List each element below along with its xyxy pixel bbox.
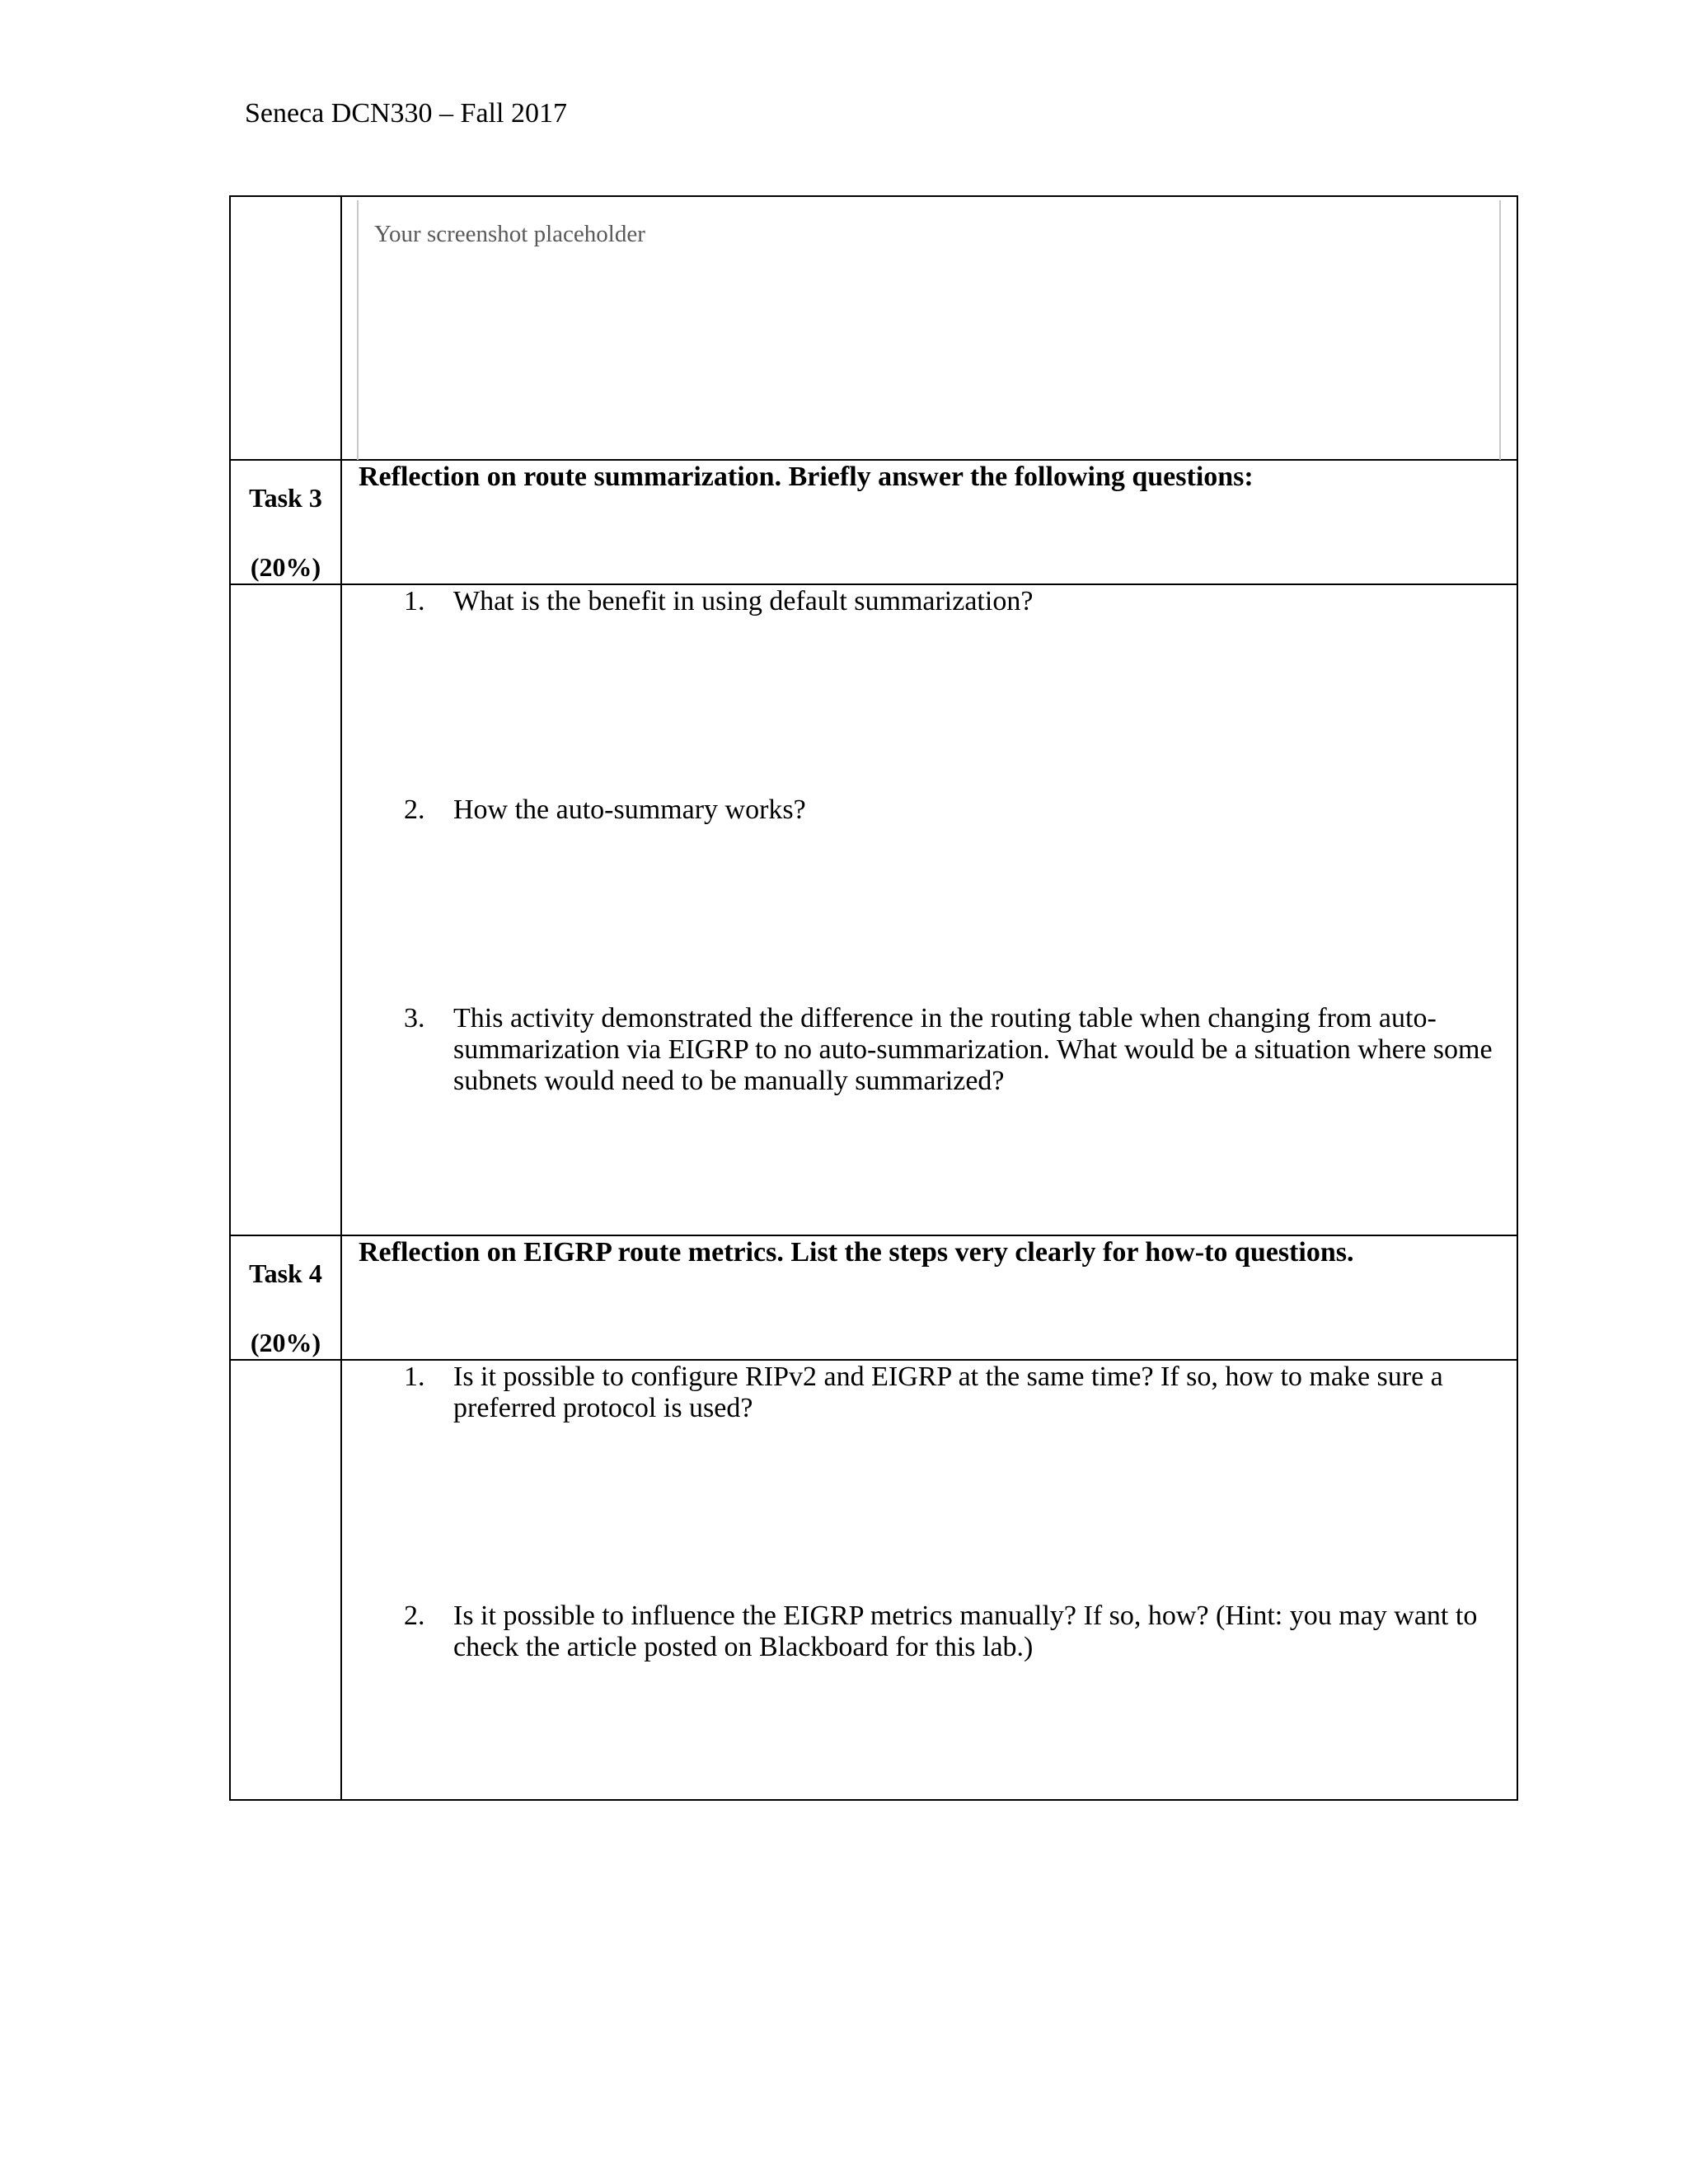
lab-table xyxy=(229,195,1518,1801)
task-4-label: Task 4 xyxy=(249,1258,322,1288)
task-4-question-2-line-1: Is it possible to influence the EIGRP metrics manually? If so, how? (Hint: you may want to xyxy=(453,1601,1478,1631)
task-3-heading: Reflection on route summarization. Briefly answer the following questions: xyxy=(359,462,1254,492)
task-3-question-3-line-2: summarization via EIGRP to no auto-summarization. What would be a situation where some xyxy=(453,1034,1493,1065)
row-divider xyxy=(231,1359,1517,1361)
task-4-heading: Reflection on EIGRP route metrics. List the steps very clearly for how-to questions. xyxy=(359,1237,1354,1268)
screenshot-placeholder-text: Your screenshot placeholder xyxy=(374,221,645,247)
page-header: Seneca DCN330 – Fall 2017 xyxy=(245,98,567,129)
task-3-question-1-line-1: What is the benefit in using default summarization? xyxy=(453,586,1034,616)
task-4-question-2-line-2: check the article posted on Blackboard for this lab.) xyxy=(453,1632,1034,1662)
task-4-question-1-line-1: Is it possible to configure RIPv2 and EIGRP at the same time? If so, how to make sure a xyxy=(453,1361,1443,1392)
screenshot-placeholder-field[interactable] xyxy=(357,200,1501,460)
column-divider xyxy=(340,197,342,1799)
task-3-question-3-line-3: subnets would need to be manually summarized? xyxy=(453,1066,1005,1096)
task-3-question-3-number: 3. xyxy=(404,1003,425,1033)
task-4-question-1-number: 1. xyxy=(404,1361,425,1392)
task-3-question-2-number: 2. xyxy=(404,794,425,825)
task-4-question-2-number: 2. xyxy=(404,1601,425,1631)
task-3-question-2-line-1: How the auto-summary works? xyxy=(453,794,806,825)
task-4-weight: (20%) xyxy=(250,1328,321,1357)
task-4-question-1-line-2: preferred protocol is used? xyxy=(453,1393,753,1423)
row-divider xyxy=(231,583,1517,585)
task-3-weight: (20%) xyxy=(250,552,321,582)
task-3-label: Task 3 xyxy=(249,483,322,513)
task-3-question-3-line-1: This activity demonstrated the difference in the routing table when changing from auto- xyxy=(453,1003,1437,1033)
task-3-question-1-number: 1. xyxy=(404,586,425,616)
